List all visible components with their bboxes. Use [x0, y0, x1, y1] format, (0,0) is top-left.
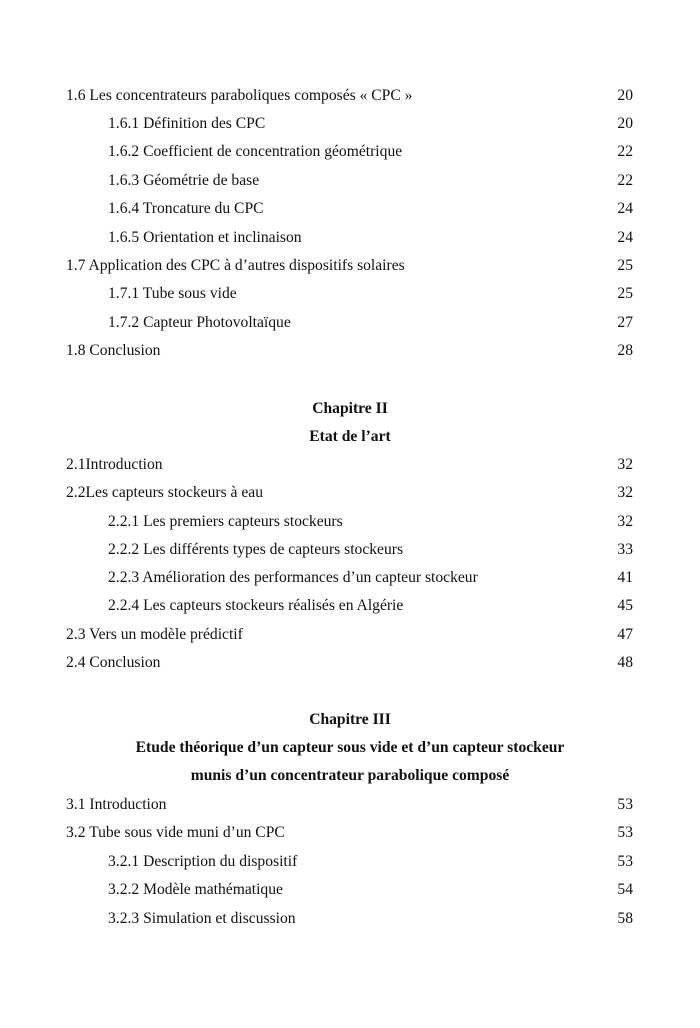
toc-entry-title: 1.6.5 Orientation et inclinaison [108, 229, 302, 246]
toc-entry-page-number: 53 [617, 796, 633, 813]
toc-entry[interactable] [0, 283, 700, 305]
toc-entry[interactable] [0, 255, 700, 277]
toc-entry[interactable] [0, 539, 700, 561]
toc-entry-title: 2.2.2 Les différents types de capteurs stockeurs [108, 541, 404, 558]
toc-entry-title: 3.2.2 Modèle mathématique [108, 881, 283, 898]
toc-entry[interactable] [0, 227, 700, 249]
toc-entry-page-number: 33 [617, 541, 633, 558]
toc-entry-title: 1.6.4 Troncature du CPC [108, 200, 264, 217]
chapter-heading: Chapitre II [312, 400, 388, 417]
toc-entry-page-number: 32 [617, 513, 633, 530]
toc-entry[interactable] [0, 85, 700, 107]
toc-entry-title: 1.6.1 Définition des CPC [108, 115, 266, 132]
toc-entry[interactable] [0, 511, 700, 533]
toc-entry-page-number: 53 [617, 824, 633, 841]
toc-entry-page-number: 47 [617, 626, 633, 643]
toc-entry-page-number: 25 [617, 257, 633, 274]
toc-entry[interactable] [0, 141, 700, 163]
toc-entry[interactable] [0, 312, 700, 334]
toc-entry-title: 1.7 Application des CPC à d’autres dispositifs solaires [66, 257, 405, 274]
toc-entry[interactable] [0, 113, 700, 135]
toc-entry[interactable] [0, 198, 700, 220]
toc-entry[interactable] [0, 851, 700, 873]
toc-entry-page-number: 24 [617, 200, 633, 217]
toc-entry[interactable] [0, 908, 700, 930]
toc-entry-page-number: 41 [617, 569, 633, 586]
toc-entry-title: 2.4 Conclusion [66, 654, 161, 671]
toc-entry-page-number: 53 [617, 853, 633, 870]
toc-entry-page-number: 27 [617, 314, 633, 331]
toc-entry-title: 2.2.3 Amélioration des performances d’un capteur stockeur [108, 569, 478, 586]
toc-entry-title: 1.6.3 Géométrie de base [108, 172, 260, 189]
toc-entry-page-number: 32 [617, 456, 633, 473]
toc-entry[interactable] [0, 170, 700, 192]
toc-entry-page-number: 22 [617, 172, 633, 189]
toc-entry[interactable] [0, 454, 700, 476]
toc-entry-page-number: 45 [617, 597, 633, 614]
toc-entry-page-number: 58 [617, 910, 633, 927]
toc-entry-page-number: 20 [617, 115, 633, 132]
toc-entry-title: 2.2Les capteurs stockeurs à eau [66, 484, 264, 501]
toc-entry-title: 1.7.2 Capteur Photovoltaïque [108, 314, 291, 331]
toc-entry-title: 3.1 Introduction [66, 796, 167, 813]
toc-entry-title: 2.3 Vers un modèle prédictif [66, 626, 243, 643]
toc-entry-title: 1.6.2 Coefficient de concentration géométrique [108, 143, 403, 160]
toc-entry-page-number: 28 [617, 342, 633, 359]
toc-entry[interactable] [0, 652, 700, 674]
toc-entry[interactable] [0, 794, 700, 816]
toc-entry-page-number: 25 [617, 285, 633, 302]
toc-entry[interactable] [0, 822, 700, 844]
toc-entry[interactable] [0, 624, 700, 646]
toc-entry-title: 3.2.1 Description du dispositif [108, 853, 298, 870]
toc-entry-title: 2.2.4 Les capteurs stockeurs réalisés en Algérie [108, 597, 404, 614]
toc-entry-title: 3.2.3 Simulation et discussion [108, 910, 296, 927]
toc-entry-page-number: 48 [617, 654, 633, 671]
toc-entry-title: 2.2.1 Les premiers capteurs stockeurs [108, 513, 343, 530]
toc-entry-page-number: 32 [617, 484, 633, 501]
toc-entry-page-number: 24 [617, 229, 633, 246]
chapter-heading: Etat de l’art [309, 428, 391, 445]
toc-entry-page-number: 22 [617, 143, 633, 160]
toc-entry-title: 1.7.1 Tube sous vide [108, 285, 237, 302]
toc-entry-title: 1.6 Les concentrateurs paraboliques composés « CPC » [66, 87, 413, 104]
toc-entry-title: 1.8 Conclusion [66, 342, 161, 359]
toc-entry[interactable] [0, 340, 700, 362]
toc-entry-page-number: 20 [617, 87, 633, 104]
chapter-heading: Chapitre III [309, 711, 391, 728]
chapter-heading: Etude théorique d’un capteur sous vide et d’un capteur stockeur [135, 739, 565, 756]
toc-entry[interactable] [0, 879, 700, 901]
chapter-heading: munis d’un concentrateur parabolique composé [190, 767, 510, 784]
toc-entry-title: 3.2 Tube sous vide muni d’un CPC [66, 824, 285, 841]
toc-entry-page-number: 54 [617, 881, 633, 898]
toc-entry[interactable] [0, 595, 700, 617]
toc-entry[interactable] [0, 482, 700, 504]
toc-entry[interactable] [0, 567, 700, 589]
toc-entry-title: 2.1Introduction [66, 456, 163, 473]
